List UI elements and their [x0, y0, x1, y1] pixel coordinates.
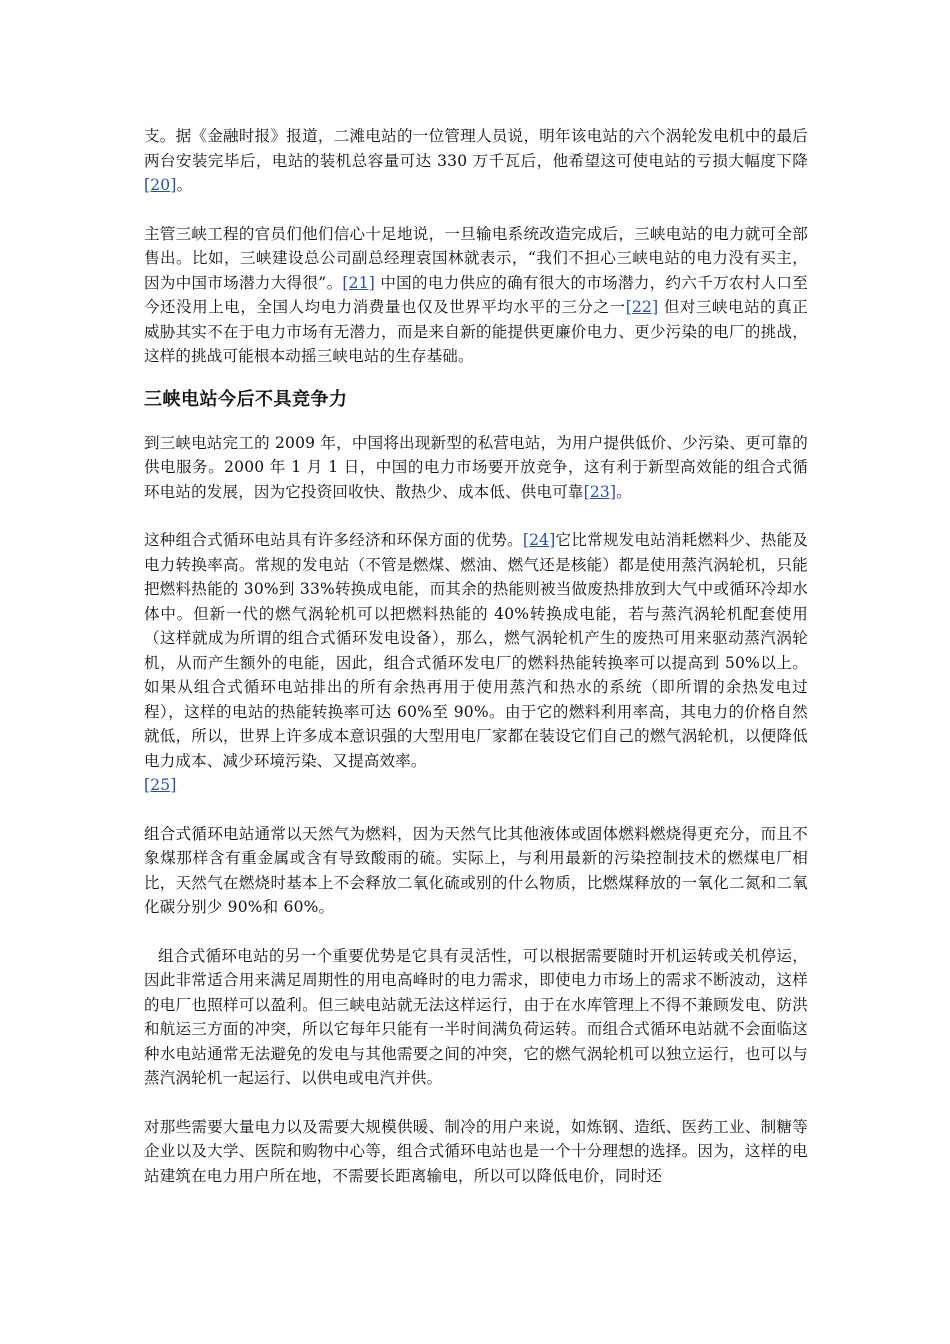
reference-link-23[interactable]: [23] [583, 482, 617, 501]
document-page [144, 124, 808, 1188]
paragraph-7: 对那些需要大量电力以及需要大规模供暖、制冷的用户来说，如炼钢、造纸、医药工业、制糖等企业以及大学、医院和购物中心等，组合式循环电站也是一个十分理想的选择。因为，这样的电站建筑在电力用户所在地，不需要长距离输电，所以可以降低电价，同时还 [144, 1117, 808, 1185]
spacer [144, 1091, 808, 1115]
paragraph-text: 到三峡电站完工的 2009 年，中国将出现新型的私营电站，为用户提供低价、少污染、更可靠的供电服务。2000 年 1 月 1 日，中国的电力市场要开放竞争，这有利于新型高效能的组合式循环电站的发展，因为它投资回收快、散热少、成本低、供电可靠 [144, 433, 808, 501]
section-heading: 三峡电站今后不具竞争力 [144, 388, 348, 410]
spacer [144, 920, 808, 944]
spacer [144, 413, 808, 431]
reference-link-22[interactable]: [22] [625, 298, 659, 316]
reference-link-20[interactable]: [20] [144, 176, 177, 194]
paragraph-6: 组合式循环电站的另一个重要优势是它具有灵活性，可以根据需要随时开机运转或关机停运，因此非常适合用来满足周期性的用电高峰时的电力需求，即使电力市场上的需求不断波动，这样的电厂也照样可以盈利。但三峡电站就无法这样运行，由于在水库管理上不得不兼顾发电、防洪和航运三方面的冲突，所以它每年只能有一半时间满负荷运转。而组合式循环电站就不会面临这种水电站通常无法避免的发电与其他需要之间的冲突，它的燃气涡轮机可以独立运行，也可以与蒸汽涡轮机一起运行、以供电或电汽并供。 [144, 946, 808, 1087]
paragraph-5: 组合式循环电站通常以天然气为燃料，因为天然气比其他液体或固体燃料燃烧得更充分，而且不象煤那样含有重金属或含有导致酸雨的硫。实际上，与利用最新的污染控制技术的燃煤电厂相比，天然气在燃烧时基本上不会释放二氧化硫或别的什么物质，比燃煤释放的一氧化二氮和二氧化碳分别少 90%和 60%。 [144, 824, 808, 916]
reference-link-24[interactable]: [24] [522, 531, 556, 549]
spacer [144, 198, 808, 222]
paragraph-4 [144, 528, 808, 798]
paragraph-text: 这种组合式循环电站具有许多经济和环保方面的优势。 [144, 531, 523, 549]
paragraph-2 [144, 222, 808, 369]
paragraph-text: 。 [616, 482, 632, 501]
paragraph-text: 但对三峡电站的真正威胁其实不在于电力市场有无潜力，而是来自新的能提供更廉价电力、更少污染的电厂的挑战，这样的挑战可能根本动摇三峡电站的生存基础。 [144, 298, 808, 365]
spacer [144, 798, 808, 822]
paragraph-1 [144, 124, 808, 198]
paragraph-text: 中国的电力供应的确有很大的市场潜力，约六千万农村人口至今还没用上电，全国人均电力消费量也仅及世界平均水平的三分之一 [144, 273, 808, 316]
paragraph-text: 支。据《金融时报》报道，二滩电站的一位管理人员说，明年该电站的六个涡轮发电机中的最后两台安装完毕后，电站的装机总容量可达 330 万千瓦后，他希望这可使电站的亏损大幅度下降 [144, 127, 808, 170]
paragraph-text: 主管三峡工程的官员们他们信心十足地说，一旦输电系统改造完成后，三峡电站的电力就可全部售出。比如，三峡建设总公司副总经理袁国林就表示，“我们不担心三峡电站的电力没有买主，因为中国市场潜力大得很”。 [144, 224, 808, 292]
reference-link-21[interactable]: [21] [342, 273, 376, 292]
spacer [144, 504, 808, 528]
paragraph-text: 它比常规发电站消耗燃料少、热能及电力转换率高。常规的发电站（不管是燃煤、燃油、燃气还是核能）都是使用蒸汽涡轮机，只能把燃料热能的 30%到 33%转换成电能，而其余的热能则被当做废热排放到大气中或循环冷却水体中。但新一代的燃气涡轮机可以把燃料热能的 40%转换成电能，若与蒸汽涡轮机配套使用（这样就成为所谓的组合式循环发电设备），那么，燃气涡轮机产生的废热可用来驱动蒸汽涡轮机，从而产生额外的电能，因此，组合式循环发电厂的燃料热能转换率可以提高到 50%以上。如果从组合式循环电站排出的所有余热再用于使用蒸汽和热水的系统（即所谓的余热发电过程），这样的电站的热能转换率可达 60%至 90%。由于它的燃料利用率高，其电力的价格自然就低，所以，世界上许多成本意识强的大型用电厂家都在装设它们自己的燃气涡轮机，以便降低电力成本、减少环境污染、又提高效率。 [144, 531, 808, 770]
spacer [144, 369, 808, 387]
paragraph-text: 。 [176, 176, 193, 194]
paragraph-3 [144, 431, 808, 505]
reference-link-25[interactable]: [25] [144, 776, 177, 794]
